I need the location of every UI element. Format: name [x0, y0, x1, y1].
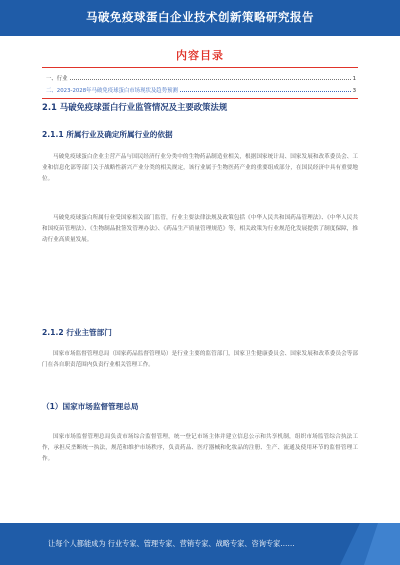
page-footer [0, 523, 400, 565]
toc-item-label: 一、行业 [46, 76, 68, 82]
toc-item-page: 3 [352, 88, 356, 94]
footer-slogan: 让每个人都能成为 行业专家、管理专家、营销专家、战略专家、咨询专家…… [48, 539, 295, 548]
toc-title: 内容目录 [176, 49, 224, 62]
toc-item-page: 1 [352, 76, 356, 82]
toc-item[interactable] [46, 73, 356, 82]
body-paragraph: 国家市场监督管理总局（国家药品监督管理局）是行业主要的监管部门，国家卫生健康委员会、国家发展和改革委员会等部门在各自职责范围内负责行业相关管理工作。 [42, 351, 358, 369]
toc-leader [70, 79, 351, 80]
report-title: 马破免疫球蛋白企业技术创新策略研究报告 [86, 10, 314, 24]
toc-item[interactable] [46, 85, 356, 94]
toc-leader [180, 91, 351, 92]
section-heading-2-1-1: 2.1.1 所属行业及确定所属行业的依据 [42, 130, 173, 139]
toc-item-label: 二、2023-2028年马破免疫球蛋白市场现状及趋势预测 [46, 88, 178, 94]
report-header [0, 0, 400, 36]
body-paragraph: 马破免疫球蛋白所属行业受国家相关部门监管，行业主要法律法规及政策包括《中华人民共和国药品管理法》、《中华人民共和国疫苗管理法》、《生物制品批签发管理办法》、《药品生产质量管理规范》等，相关政策为行业规范化发展提供了制度保障，推动行业高质量发展。 [42, 215, 358, 244]
body-paragraph: 国家市场监督管理总局负责市场综合监督管理，统一登记市场主体并建立信息公示和共享机制，组织市场监管综合执法工作，承担反垄断统一执法，规范和维护市场秩序，负责药品、医疗器械和化妆品的注册、生产、流通及使用环节的监督管理工作。 [42, 434, 358, 463]
footer-decoration-icon [330, 523, 400, 565]
toc-top-rule [42, 67, 358, 68]
section-heading-2-1-2: 2.1.2 行业主管部门 [42, 328, 112, 337]
body-paragraph: 马破免疫球蛋白企业主营产品与国民经济行业分类中的生物药品制造业相关，根据国家统计局、国家发展和改革委员会、工业和信息化部等部门关于战略性新兴产业分类的相关规定，该行业属于生物医药产业的重要组成部分，在国民经济中具有重要地位。 [42, 154, 358, 183]
subsection-heading: （1）国家市场监督管理总局 [42, 402, 139, 411]
toc-bottom-rule [42, 98, 358, 99]
section-heading-2-1: 2.1 马破免疫球蛋白行业监管情况及主要政策法规 [42, 102, 228, 112]
